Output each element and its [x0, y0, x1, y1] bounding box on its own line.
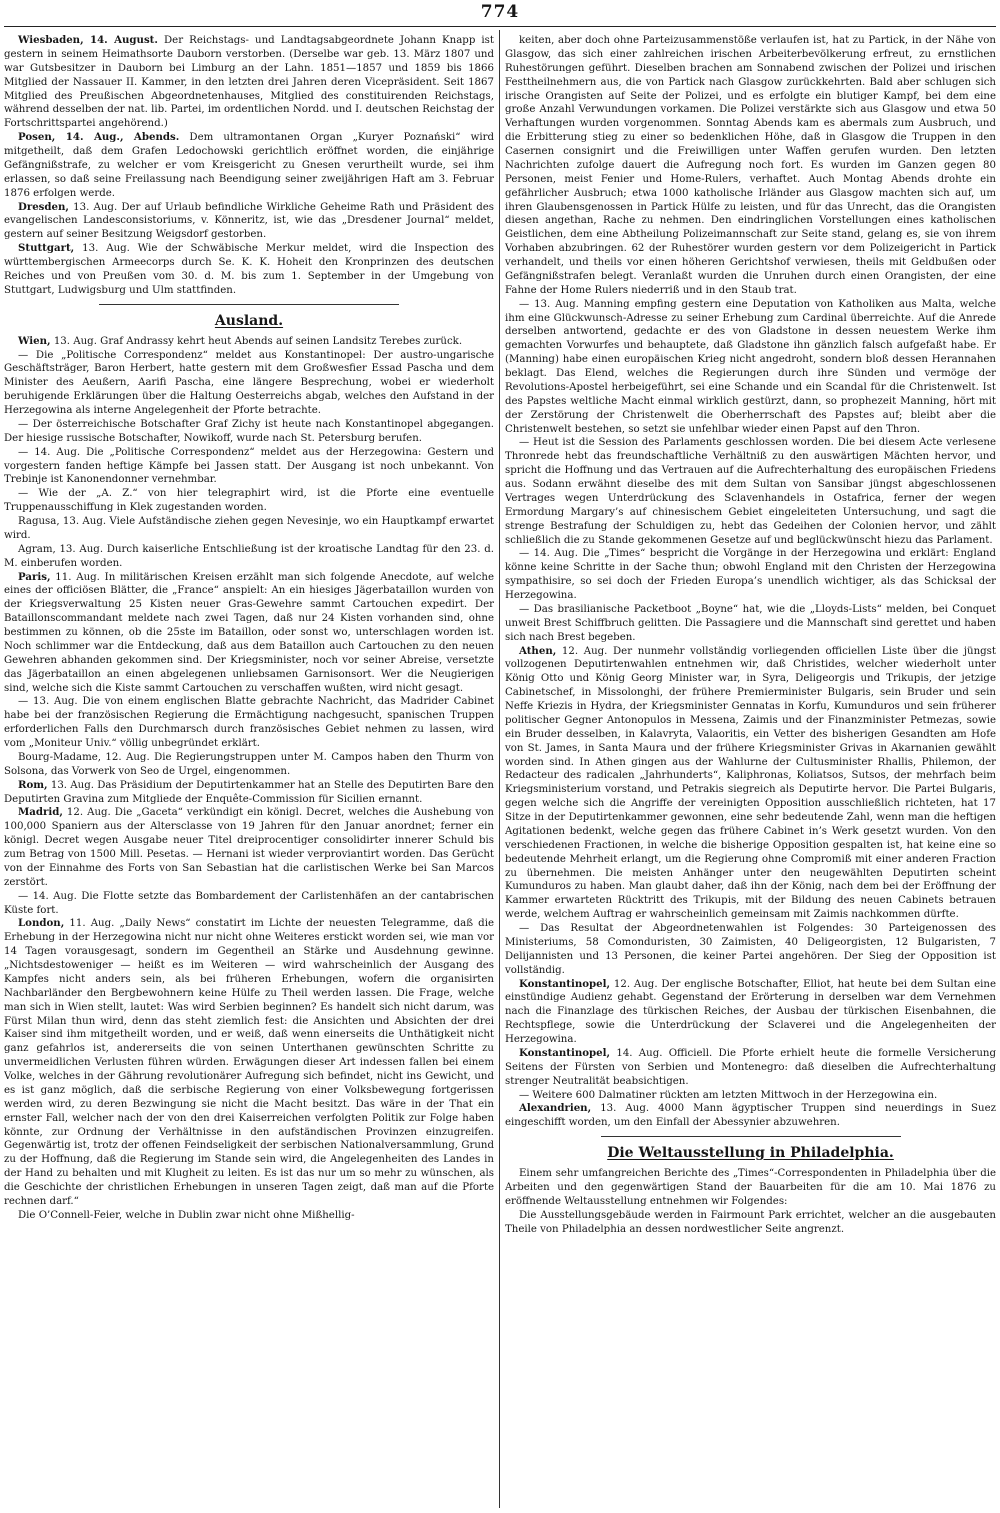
news-text: 13. Aug. Graf Andrassy kehrt heut Abends auf seinen Landsitz Terebes zurück.	[53, 335, 463, 347]
news-item	[505, 547, 996, 603]
news-text: — 14. Aug. Die „Times“ bespricht die Vorgänge in der Herzegowina und erklärt: England könne keine Schritte in der Sache thun; obwohl England mit den Christen der Herzegowina sympathisire, so sei doch der Frieden Europa’s unendlich wichtiger, als das Schicksal der Herzegowina.	[505, 548, 996, 601]
dateline: Dresden,	[18, 200, 69, 213]
news-text: — Weitere 600 Dalmatiner rückten am letzten Mittwoch in der Herzegowina ein.	[519, 1089, 938, 1101]
news-text: Der Reichstags- und Landtagsabgeordnete Johann Knapp ist gestern in seinem Heimathsorte Dauborn verstorben. (Derselbe war geb. 13. März 1807 und war Gutsbesitzer in Dauborn bei Limburg an der Lahn. 1851—1857 und 1859 bis 1866 Mitglied der Nassauer II. Kammer, in den letzten drei Jahren deren Vicepräsident. Seit 1867 Mitglied des Preußischen Abgeordnetenhauses, Mitglied des constituirenden Reichstags, während desselben der nat. lib. Partei, im ordentlichen Nordd. und I. deutschen Reichstag der Fortschrittspartei angehörend.)	[4, 35, 494, 130]
news-item	[505, 1167, 996, 1209]
left-column	[4, 34, 494, 1506]
news-item	[4, 751, 494, 779]
news-item	[4, 131, 494, 200]
news-text: 11. Aug. In militärischen Kreisen erzählt man sich folgende Anecdote, auf welche eines der officiösen Blätter, die „France“ anspielt: An ein hiesiges Jägerbataillon wurden von der Kriegsverwaltung 25 Kisten neuer Gras-Gewehre sammt Cartouchen expedirt. Der Bataillonscommandant meldete nach zwei Tagen, daß nur 24 Kisten vorhanden sind, ohne bestimmen zu können, ob die 25ste im Bataillon, oder sonst wo, unterschlagen worden ist. Noch schlimmer war die Entdeckung, daß aus dem Bataillon auch Cartouchen zu den neuen Gewehren abhanden gekommen sind. Der Kriegsminister, noch vor seiner Abreise, versetzte das Jägerbataillon an einen abgelegenen unliebsamen Garnisonsort. Wer die Neugierigen sind, welche sich die Kiste sammt Cartouchen zu verschaffen wußten, wird nicht gesagt.	[4, 571, 494, 694]
news-item	[4, 335, 494, 349]
news-text: Dem ultramontanen Organ „Kuryer Poznański“ wird mitgetheilt, daß dem Grafen Ledochowski gerichtlich eröffnet worden, die einjährige Gefängnißstrafe, zu welcher er vom Kreisgericht zu Gnesen verurtheilt wurde, sei ihm erlassen, so daß seine Freilassung nach Beendigung seiner zweijährigen Haft am 3. Februar 1876 erfolgen werde.	[4, 132, 494, 199]
dateline: Alexandrien,	[519, 1102, 592, 1115]
dateline: Wien,	[18, 334, 51, 347]
news-item	[4, 917, 494, 1208]
news-text: Die Ausstellungsgebäude werden in Fairmount Park errichtet, welcher an die ausgebauten Theile von Philadelphia an dessen nordwestlicher Seite angrenzt.	[505, 1209, 996, 1235]
news-text: — Wie der „A. Z.“ von hier telegraphirt wird, ist die Pforte eine eventuelle Truppenausschiffung in Klek zugestanden worden.	[4, 488, 494, 514]
news-item	[4, 487, 494, 515]
news-item	[505, 1089, 996, 1103]
header-rule	[4, 26, 996, 27]
news-text: Bourg-Madame, 12. Aug. Die Regierungstruppen unter M. Campos haben den Thurm von Solsona, das Vorwerk von Seo de Urgel, eingenommen.	[4, 751, 494, 777]
news-item	[505, 34, 996, 298]
news-text: — 13. Aug. Manning empfing gestern eine Deputation von Katholiken aus Malta, welche ihm eine Glückwunsch-Adresse zu seiner Erhebung zum Cardinal überreichte. Auf die Anrede derselben antwortend, gedachte er des von Gladstone in dessen neuestem Werke ihm gemachten Vorwurfes und behauptete, daß Gladstone ihn gänzlich falsch aufgefaßt habe. Er (Manning) habe einen europäischen Krieg nicht angedroht, sondern bloß dessen Herannahen beklagt. Das Elend, welches die Regierungen durch ihre Sünden und vermöge der Revolutions-Apostel herbeigeführt, sei eine Schande und ein Scandal für die Christenwelt. Ist des Papstes weltliche Macht einmal wirklich gestürzt, dann, so prophezeit Manning, hört mit der Zerstörung der Christenwelt die Oberherrschaft des Papstes auf; bleibt aber die Christenwelt bestehen, so setzt sie unfehlbar wieder einen Papst auf den Thron.	[505, 298, 996, 435]
dateline: Posen, 14. Aug., Abends.	[18, 131, 180, 144]
section-rule	[99, 304, 399, 305]
news-text: — 14. Aug. Die „Politische Correspondenz“ meldet aus der Herzegowina: Gestern und vorgestern fanden heftige Kämpfe bei Jassen statt. Der Ausgang ist noch unbekannt. Von Trebinje ist Kanonendonner vernehmbar.	[4, 446, 494, 486]
news-item	[4, 242, 494, 298]
news-text: — Das Resultat der Abgeordnetenwahlen ist Folgendes: 30 Parteigenossen des Ministeriums, 58 Comonduristen, 30 Zaimisten, 40 Deligeorgisten, 12 Bulgaristen, 7 Delijannisten und 13 Personen, die keiner Partei angehören. Der Sieg der Opposition ist vollständig.	[505, 923, 996, 976]
dateline: Madrid,	[18, 806, 63, 819]
news-item	[4, 543, 494, 571]
news-item	[4, 349, 494, 418]
news-item	[505, 603, 996, 645]
dateline: Paris,	[18, 570, 51, 583]
dateline: Wiesbaden, 14. August.	[18, 34, 158, 46]
news-text: 12. Aug. Die „Gaceta“ verkündigt ein königl. Decret, welches die Aushebung von 100,000 Spaniern aus der Altersclasse von 19 Jahren für den Januar anordnet; ferner ein königl. Decret wegen Ausgabe neuer Titel dreiprocentiger consolidirter innerer Schuld bis zum Betrag von 1500 Mill. Pesetas. — Hernani ist wieder verproviantirt worden. Das Gerücht von der Einnahme des Forts von San Sebastian hat die carlistischen Werke bei San Marcos zerstört.	[4, 807, 494, 888]
news-text: 12. Aug. Der nunmehr vollständig vorliegenden officiellen Liste über die jüngst vollzogenen Deputirtenwahlen entnehmen wir, daß Christides, welcher wiederholt unter König Otto und König Georg Minister war, in Syra, Deligeorgis und Trikupis, der jetzige Cabinetschef, in Missolonghi, der frühere Premierminister Bulgaris, sein Bruder und sein Neffe Kriezis in Hydra, der Kriegsminister Gennatas in Korfu, Kumunduros und sein früherer politischer Gegner Antonopulos in Messena, Zaimis und der Finanzminister Petmezas, sowie ein Bruder desselben, in Kalavryta, Valaoritis, ein Vetter des bisherigen Gesandten am Hofe von St. James, in Santa Maura und der frühere Kriegsminister Grivas in Akarnanien gewählt worden sind. In Athen gingen aus der Wahlurne der Cultusminister Rhallis, Philemon, der Redacteur des radicalen „Jahrhunderts“, Kaliphronas, Koliatsos, Sutsos, der mehrfach beim Kriegsministerium vorstand, und Petrakis siegreich als Deputirte hervor. Die Partei Bulgaris, gegen welche sich die Angriffe der vereinigten Opposition ausschließlich richteten, hat 17 Sitze in der Deputirtenkammer gewonnen, eine sehr bedeutende Zahl, wenn man die heftigen Agitationen bedenkt, welche gegen das frühere Cabinet in’s Werk gesetzt wurden. Von den verschiedenen Fractionen, in welche die bisherige Opposition gespalten ist, hat keine eine so bedeutende Mehrheit erlangt, um die Regierung ohne Compromiß mit einer anderen Fraction zu übernehmen. Die meisten Anhänger unter den neugewählten Deputirten scheint Kumunduros zu haben. Man glaubt daher, daß ihn der König, nach dem bei der Eröffnung der Kammer erwarteten Rücktritt des Trikupis, mit der Bildung des neuen Cabinets betrauen werde, welchem Auftrag er wahrscheinlich gemeinsam mit Zaimis nachkommen dürfte.	[505, 645, 996, 921]
dateline: Athen,	[519, 644, 557, 657]
news-item	[4, 515, 494, 543]
page-number: 774	[480, 2, 520, 22]
section-rule	[601, 1136, 901, 1137]
news-item	[4, 201, 494, 243]
news-item	[505, 1047, 996, 1089]
news-item	[4, 806, 494, 889]
news-item	[505, 645, 996, 923]
news-text: Die O’Connell-Feier, welche in Dublin zwar nicht ohne Mißhellig-	[18, 1209, 355, 1221]
news-item	[505, 978, 996, 1047]
dateline: Rom,	[18, 778, 48, 791]
news-item	[505, 1102, 996, 1130]
section-heading: Die Weltausstellung in Philadelphia.	[607, 1145, 894, 1162]
dateline: Konstantinopel,	[519, 977, 611, 990]
news-text: 13. Aug. Wie der Schwäbische Merkur meldet, wird die Inspection des württembergischen Armeecorps durch Se. K. K. Hoheit den Kronprinzen des deutschen Reiches und von Preußen vom 30. d. M. bis zum 1. September in der Umgebung von Stuttgart, Ludwigsburg und Ulm stattfinden.	[4, 243, 494, 296]
news-item	[505, 922, 996, 978]
news-item	[4, 571, 494, 696]
news-item	[4, 34, 494, 131]
news-item	[505, 436, 996, 547]
news-text: — Heut ist die Session des Parlaments geschlossen worden. Die bei diesem Acte verlesene Thronrede hebt das freundschaftliche Verhältniß zu den auswärtigen Mächten hervor, und spricht die Hoffnung und das Vertrauen auf die Aufrechterhaltung des europäischen Friedens aus. Sodann erwähnt dieselbe des mit dem Sultan von Sansibar jüngst abgeschlossenen Vertrages wegen Unterdrückung des Sclavenhandels in Ostafrica, ferner der wegen Ermordung Margary’s auf chinesischem Gebiet eingeleiteten Untersuchung, und sagt die strenge Bestrafung der Schuldigen zu, hebt das Gedeihen der Colonien hervor, und zählt schließlich die zu Stande gekommenen Gesetze auf und beglückwünscht hiezu das Parlament.	[505, 437, 996, 546]
news-item	[4, 1209, 494, 1223]
section-heading: Ausland.	[214, 312, 284, 329]
dateline: Stuttgart,	[18, 242, 75, 255]
news-text: Einem sehr umfangreichen Berichte des „Times“-Correspondenten in Philadelphia über die Arbeiten und den gegenwärtigen Stand der Bauarbeiten für die am 10. Mai 1876 zu eröffnende Weltausstellung entnehmen wir Folgendes:	[505, 1168, 996, 1207]
news-text: 13. Aug. 4000 Mann ägyptischer Truppen sind neuerdings in Suez eingeschifft worden, um den Einfall der Abessynier abzuwehren.	[505, 1103, 996, 1129]
news-item	[505, 1209, 996, 1237]
news-text: — 14. Aug. Die Flotte setzte das Bombardement der Carlistenhäfen an der cantabrischen Küste fort.	[4, 890, 494, 916]
news-text: 12. Aug. Der englische Botschafter, Elliot, hat heute bei dem Sultan eine einstündige Audienz gehabt. Gegenstand der Erörterung in derselben war dem Vernehmen nach die Finanzlage des türkischen Reiches, der Ausbau der türkischen Eisenbahnen, die Rechtspflege, sowie die Unterdrückung der Sclaverei und die Angelegenheiten der Herzegowina.	[505, 978, 996, 1045]
news-text: — Die „Politische Correspondenz“ meldet aus Konstantinopel: Der austro-ungarische Geschäftsträger, Baron Herbert, hatte gestern mit dem Großwesfier Essad Pascha und dem Minister des Aeußern, Aarifi Pascha, eine längere Besprechung, wobei er wiederholt beruhigende Erklärungen über die Haltung Oesterreichs abgab, welches den Aufstand in der Herzegowina als interne Angelegenheit der Pforte betrachte.	[4, 349, 494, 417]
news-text: — Das brasilianische Packetboot „Boyne“ hat, wie die „Lloyds-Lists“ melden, bei Conquet unweit Brest Schiffbruch gelitten. Die Passagiere und die Mannschaft sind gerettet und haben sich nach Brest begeben.	[505, 603, 996, 643]
news-item	[4, 418, 494, 446]
news-item	[4, 779, 494, 807]
news-text: Ragusa, 13. Aug. Viele Aufständische ziehen gegen Nevesinje, wo ein Hauptkampf erwartet wird.	[4, 516, 494, 541]
dateline: London,	[18, 917, 65, 930]
news-item	[505, 298, 996, 437]
news-text: 13. Aug. Das Präsidium der Deputirtenkammer hat an Stelle des Deputirten Bare den Deputirten Gravina zum Mitgliede der Enquête-Commission für Sicilien ernannt.	[4, 779, 494, 805]
news-text: Agram, 13. Aug. Durch kaiserliche Entschließung ist der kroatische Landtag für den 23. d. M. einberufen worden.	[4, 543, 494, 569]
news-text: 11. Aug. „Daily News“ constatirt im Lichte der neuesten Telegramme, daß die Erhebung in der Herzegowina nicht nur nicht ohne Weiteres erstickt worden sei, wie man vor 14 Tagen vorausgesagt, sondern im Gegentheil an Stärke und Ausdehnung gewinne. „Nichtsdestoweniger — heißt es im Weiteren — wird wahrscheinlich der Ausgang des Kampfes nicht anders sein, als bei früheren Erhebungen, wofern die organisirten Nachbarländer den Bergbewohnern keine Hülfe zu Theil werden lassen. Die Frage, welche man sich in Wien stellt, lautet: Was wird Serbien beginnen? Es handelt sich nicht darum, was Fürst Milan thun wird, denn das steht ziemlich fest: die Ansichten und Absichten der drei Kaiser sind ihm mitgetheilt worden, und er weiß, daß wenn einerseits die Unthätigkeit nicht ganz gefahrlos ist, andererseits die von seinen Unterthanen gewünschten Schritte zu unvermeidlichen Verlusten führen würden. Erwägungen dieser Art indessen fallen bei einem Volke, welches in der Gährung revolutionärer Aufregung sich befindet, nicht ins Gewicht, und es ist ganz möglich, daß die serbische Regierung von einer Volksbewegung fortgerissen werden wird, zu deren Bezwingung sie nicht die Macht besitzt. Das wäre in der That ein ernster Fall, welcher nach der von den drei Kaiserreichen verfolgten Politik zur Folge haben könnte, zur Ordnung der Verhältnisse in den aufständischen Provinzen einzugreifen. Gegenwärtig ist, trotz der offenen Feindseligkeit der serbischen Nationalversammlung, Grund zu der Hoffnung, daß die Regierung im Stande sein wird, die Angelegenheiten des Landes in der Hand zu behalten und mit Klugheit zu leiten. Es ist das nur um so mehr zu wünschen, als die Geschichte der christlichen Erhebungen in unseren Tagen zeigt, daß man auf die Pforte rechnen darf.“	[4, 918, 494, 1207]
dateline: Konstantinopel,	[519, 1046, 611, 1059]
news-text: — Der österreichische Botschafter Graf Zichy ist heute nach Konstantinopel abgegangen. Der hiesige russische Botschafter, Nowikoff, wurde nach St. Petersburg berufen.	[4, 418, 494, 444]
news-text: 14. Aug. Officiell. Die Pforte erhielt heute die formelle Versicherung Seitens der Fürsten von Serbien und Montenegro: daß dieselben die Aufrechterhaltung strenger Neutralität beabsichtigen.	[505, 1047, 996, 1087]
news-text: 13. Aug. Der auf Urlaub befindliche Wirkliche Geheime Rath und Präsident des evangelischen Landesconsistoriums, v. Könneritz, ist, wie das „Dresdener Journal“ meldet, gestern auf seiner Besitzung Weigsdorf gestorben.	[4, 201, 494, 241]
news-text: — 13. Aug. Die von einem englischen Blatte gebrachte Nachricht, das Madrider Cabinet habe bei der französischen Regierung die Ermächtigung nachgesucht, spanischen Truppen erforderlichen Falls den Durchmarsch durch französisches Gebiet nehmen zu lassen, wird vom „Moniteur Univ.“ völlig unbegründet erklärt.	[4, 696, 494, 750]
news-item	[4, 695, 494, 751]
news-item	[4, 446, 494, 488]
news-item	[4, 890, 494, 918]
column-divider	[499, 30, 500, 1508]
right-column	[505, 34, 996, 1506]
news-text: keiten, aber doch ohne Parteizusammenstöße verlaufen ist, hat zu Partick, in der Nähe von Glasgow, das sich einer zahlreichen irischen Arbeiterbevölkerung erfreut, zu ernstlichen Ruhestörungen geführt. Dieselben brachen am Sonnabend zwischen der Polizei und irischen Festtheilnehmern aus, die von Partick nach Glasgow zurückkehrten. Bald aber schlugen sich irische Orangisten auf Seite der Polizei, und es erfolgte ein blutiger Kampf, bei dem eine große Anzahl Verwundungen vorkamen. Die Polizei verstärkte sich aus Glasgow und etwa 50 Verhaftungen wurden vorgenommen. Sonntag Abends kam es abermals zum Ausbruch, und die Erbitterung stieg zu einer so bedenklichen Höhe, daß in Glasgow die Truppen in den Casernen consignirt und die Freiwilligen unter Waffen gerufen wurden. Den letzten Nachrichten zufolge dauert die Aufregung noch fort. Es wurden im Ganzen gegen 80 Personen, meist Fenier und Home-Rulers, verhaftet. Auch Montag Abends drohte ein gefährlicher Ausbruch; etwa 1000 katholische Irländer aus Glasgow machten sich auf, um ihren Glaubensgenossen in Partick Hülfe zu leisten, und für das Unrecht, das die Orangisten diesen angethan, Rache zu nehmen. Den eindringlichen Vorstellungen eines katholischen Geistlichen, dem eine Abtheilung Polizeimannschaft zur Seite stand, gelang es, sie von ihrem Vorhaben abzubringen. 62 der Ruhestörer wurden gestern vor dem Polizeigericht in Partick verhandelt, und theils vor einen höheren Gerichtshof verwiesen, theils mit Geldbußen oder Gefängnißstrafen belegt. Veranlaßt wurden die Unruhen durch einen Orangisten, der eine Fahne der Home Rulers niederriß und in den Staub trat.	[505, 35, 996, 296]
